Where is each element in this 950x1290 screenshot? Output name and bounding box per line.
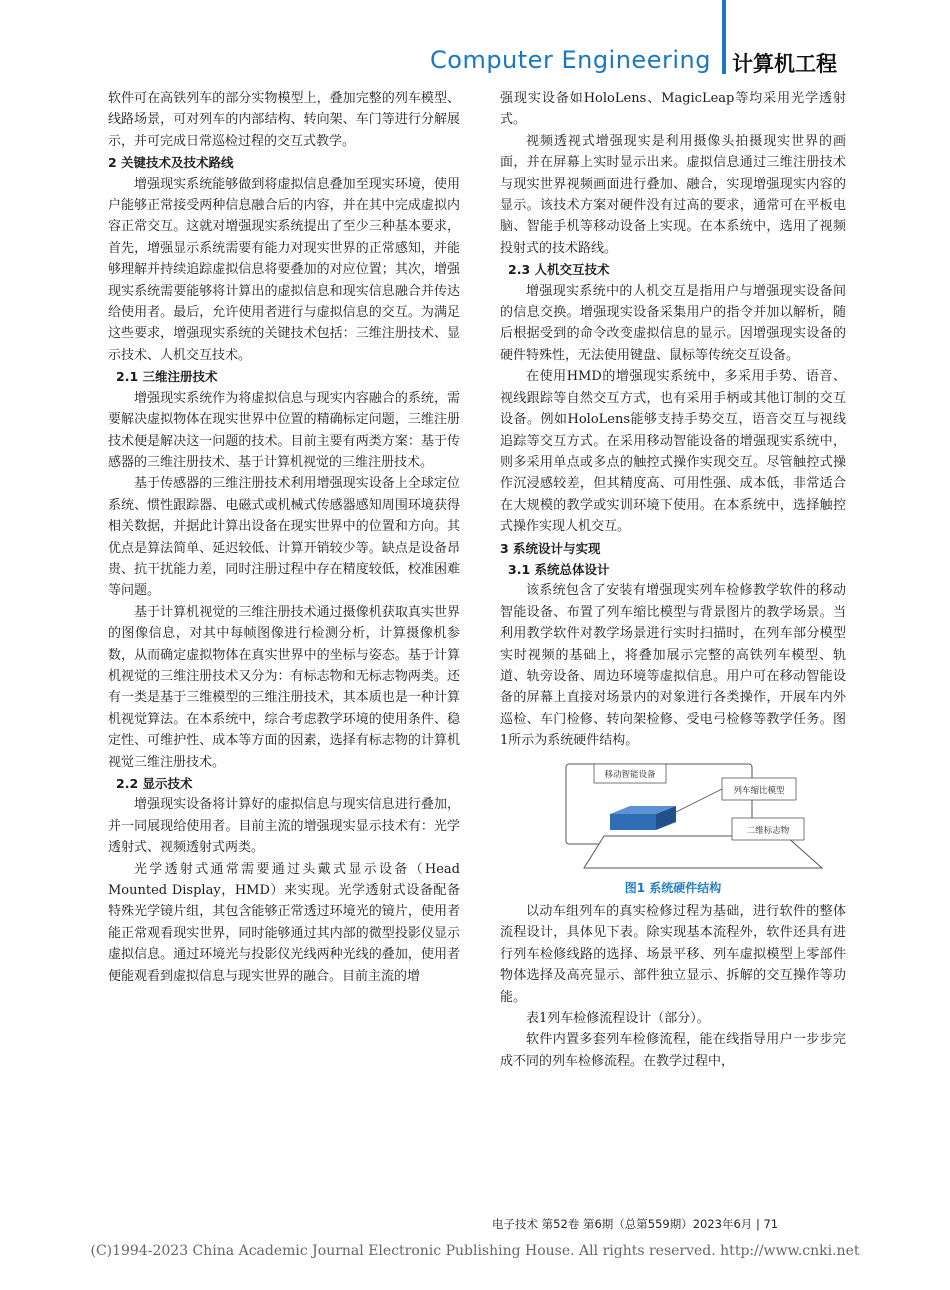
right-column	[500, 88, 846, 1072]
paragraph: 基于计算机视觉的三维注册技术通过摄像机获取真实世界的图像信息，对其中每帧图像进行检测分析，计算摄像机参数，从而确定虚拟物体在真实世界中的坐标与姿态。基于计算机视觉的三维注册技术又分为：有标志物和无标志物两类。还有一类是基于三维模型的三维注册技术，其本质也是一种计算机视觉算法。在本系统中，综合考虑教学环境的使用条件、稳定性、可维护性、成本等方面的因素，选择有标志物的计算机视觉三维注册技术。	[108, 604, 460, 770]
journal-title-en: Computer Engineering	[430, 46, 711, 74]
subsection-heading: 2.3 人机交互技术	[508, 262, 610, 278]
marker-label: 二维标志物	[746, 825, 790, 836]
section-heading: 3 系统设计与实现	[500, 540, 601, 556]
paragraph: 视频透视式增强现实是利用摄像头拍摄现实世界的画面，并在屏幕上实时显示出来。虚拟信息通过三维注册技术与现实世界视频画面进行叠加、融合，实现增强现实内容的显示。该技术方案对硬件没有过高的要求，通常可在平板电脑、智能手机等移动设备上实现。在本系统中，选用了视频投射式的技术路线。	[500, 133, 846, 256]
paragraph: 该系统包含了安装有增强现实列车检修教学软件的移动智能设备、布置了列车缩比模型与背景图片的教学场景。当利用教学软件对教学场景进行实时扫描时，在列车部分模型实时视频的基础上，将叠加展示完整的高铁列车模型、轨道、轨旁设备、周边环境等虚拟信息。用户可在移动智能设备的屏幕上直接对场景内的对象进行各类操作，开展车内外巡检、车门检修、转向架检修、受电弓检修等教学任务。图1所示为系统硬件结构。	[500, 583, 846, 749]
paragraph: 软件内置多套列车检修流程，能在线指导用户一步步完成不同的列车检修流程。在教学过程中，	[500, 1032, 846, 1069]
journal-title-cn: 计算机工程	[732, 52, 837, 76]
right-column-top-text	[500, 88, 846, 752]
paragraph: 光学透射式通常需要通过头戴式显示设备（Head Mounted Display，HMD）来实现。光学透射式设备配备特殊光学镜片组，其包含能够正常透过环境光的镜片，使用者能正常观看现实世界，同时能够通过其内部的微型投影仪显示虚拟信息。通过环境光与投影仪光线两种光线的叠加，使用者便能观看到虚拟信息与现实世界的融合。目前主流的增	[108, 861, 460, 984]
left-column	[108, 88, 460, 987]
paragraph: 强现实设备如HoloLens、MagicLeap等均采用光学透射式。	[500, 91, 846, 128]
figure-caption: 图1 系统硬件结构	[624, 880, 722, 895]
subsection-heading: 2.1 三维注册技术	[116, 369, 218, 385]
paragraph: 以动车组列车的真实检修过程为基础，进行软件的整体流程设计，具体见下表。除实现基本流程外，软件还具有进行列车检修线路的选择、场景平移、列车虚拟模型上零部件物体选择及高亮显示、部件独立显示、拆解的交互操作等功能。	[500, 904, 846, 1005]
subsection-heading: 3.1 系统总体设计	[508, 561, 610, 577]
right-column-bottom-text	[500, 901, 846, 1072]
paragraph: 增强现实设备将计算好的虚拟信息与现实信息进行叠加，并一同展现给使用者。目前主流的增强现实显示技术有：光学透射式、视频透射式两类。	[108, 797, 460, 856]
paragraph: 软件可在高铁列车的部分实物模型上，叠加完整的列车模型、线路场景，可对列车的内部结构、转向架、车门等进行分解展示，并可完成日常巡检过程的交互式教学。	[108, 91, 460, 149]
paragraph: 增强现实系统中的人机交互是指用户与增强现实设备间的信息交换。增强现实设备采集用户的指令并加以解析，随后根据受到的命令改变虚拟信息的显示。因增强现实设备的硬件特殊性，无法使用键盘、鼠标等传统交互设备。	[500, 283, 846, 363]
section-heading: 2 关键技术及技术路线	[108, 155, 234, 171]
paragraph: 基于传感器的三维注册技术利用增强现实设备上全球定位系统、惯性跟踪器、电磁式或机械式传感器感知周围环境获得相关数据，并据此计算出设备在现实世界中的位置和方向。其优点是算法简单、延迟较低、计算开销较少等。缺点是设备昂贵、抗干扰能力差，同时注册过程中存在精度较低，校准困难等问题。	[108, 476, 460, 599]
hardware-diagram	[500, 758, 846, 876]
copyright-line: (C)1994-2023 China Academic Journal Electronic Publishing House. All rights reserved. http://www.cnki.net	[90, 1243, 860, 1259]
subsection-heading: 2.2 显示技术	[116, 776, 193, 791]
train-model-front	[610, 814, 656, 830]
paragraph: 增强现实系统作为将虚拟信息与现实内容融合的系统，需要解决虚拟物体在现实世界中位置的精确标定问题，三维注册技术便是解决这一问题的技术。目前主要有两类方案：基于传感器的三维注册技术、基于计算机视觉的三维注册技术。	[108, 390, 460, 470]
model-label: 列车缩比模型	[733, 785, 785, 796]
paragraph: 在使用HMD的增强现实系统中，多采用手势、语音、视线跟踪等自然交互方式，也有采用手柄或其他订制的交互设备。例如HoloLens能够支持手势交互，语音交互与视线追踪等交互方式。在采用移动智能设备的增强现实系统中，则多采用单点或多点的触控式操作实现交互。尽管触控式操作沉浸感较差，但其精度高、可用性强、成本低，非常适合在大规模的教学或实训环境下使用。在本系统中，选择触控式操作实现人机交互。	[500, 369, 846, 535]
paragraph: 增强现实系统能够做到将虚拟信息叠加至现实环境，使用户能够正常接受两种信息融合后的内容，并在其中完成虚拟内容正常交互。这就对增强现实系统提出了至少三种基本要求，首先，增强显示系统需要有能力对现实世界的正常感知，并能够理解并持续追踪虚拟信息将要叠加的对应位置；其次，增强现实系统需要能够将计算出的虚拟信息和现实信息融合并传达给使用者。最后，允许使用者进行与虚拟信息的交互。为满足这些要求，增强现实系统的关键技术包括：三维注册技术、显示技术、人机交互技术。	[108, 176, 460, 363]
header-accent-bar	[722, 0, 726, 74]
scene-floor	[584, 836, 822, 868]
figure-1	[500, 758, 846, 876]
paragraph: 表1列车检修流程设计（部分）。	[526, 1011, 710, 1027]
device-label: 移动智能设备	[604, 769, 656, 780]
footer-issue-info: 电子技术 第52卷 第6期（总第559期）2023年6月 | 71	[492, 1217, 779, 1231]
